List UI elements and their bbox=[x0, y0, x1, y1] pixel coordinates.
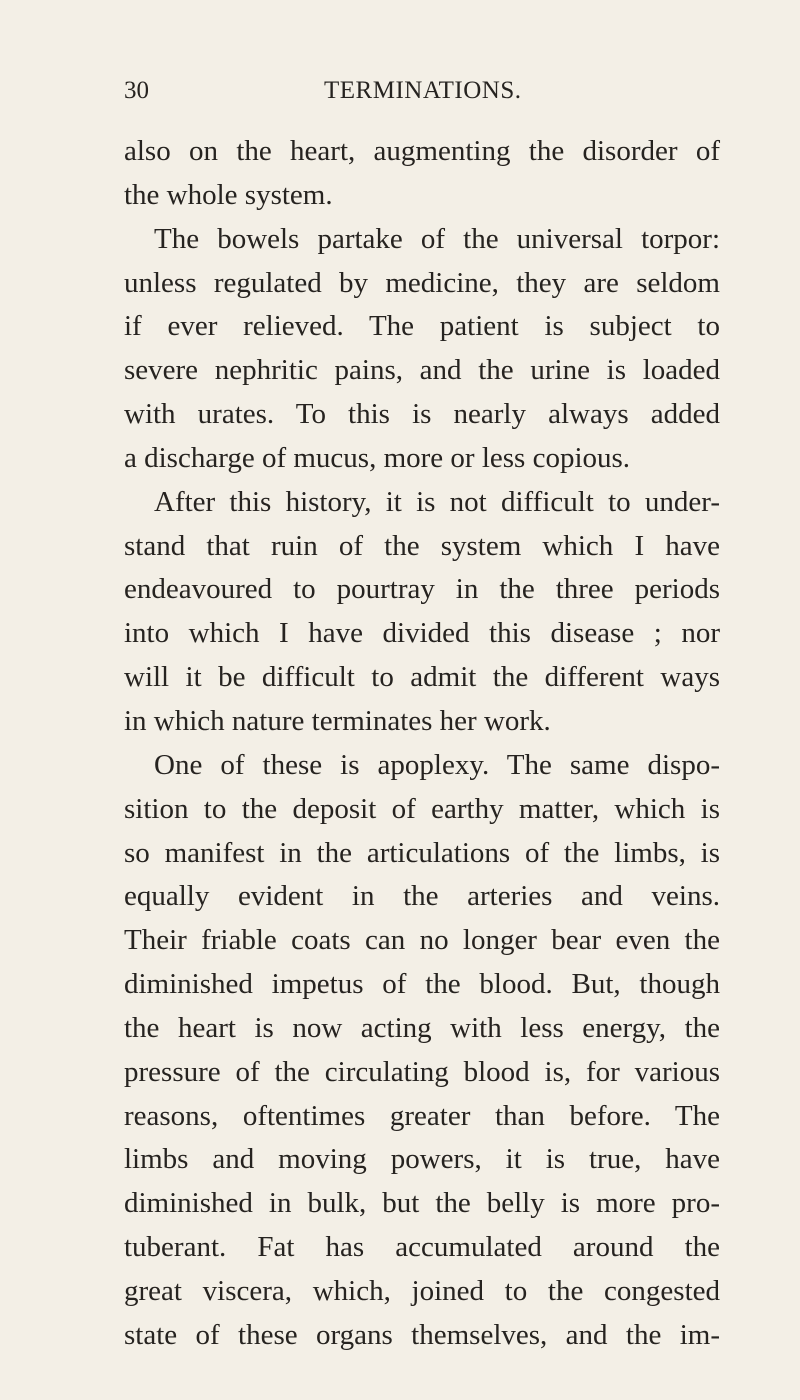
text-line: into which I have divided this disease ; nor bbox=[124, 617, 720, 650]
text-line: if ever relieved. The patient is subject to bbox=[124, 310, 720, 343]
text-line: also on the heart, augmenting the disorder of bbox=[124, 135, 720, 167]
text-line: unless regulated by medicine, they are seldom bbox=[124, 266, 720, 299]
text-line: Their friable coats can no longer bear even the bbox=[124, 924, 720, 957]
text-line: equally evident in the arteries and veins. bbox=[124, 880, 720, 913]
text-line: sition to the deposit of earthy matter, which is bbox=[124, 792, 720, 825]
page-number: 30 bbox=[124, 77, 149, 104]
text-line: diminished impetus of the blood. But, though bbox=[124, 968, 720, 1001]
text-line: the heart is now acting with less energy, the bbox=[124, 1011, 720, 1044]
text-line: tuberant. Fat has accumulated around the bbox=[124, 1231, 720, 1264]
text-line: pressure of the circulating blood is, for various bbox=[124, 1055, 720, 1088]
text-line: great viscera, which, joined to the congested bbox=[124, 1274, 720, 1307]
text-line: in which nature terminates her work. bbox=[124, 704, 551, 737]
text-line: will it be difficult to admit the different ways bbox=[124, 661, 720, 694]
text-line: so manifest in the articulations of the limbs, is bbox=[124, 836, 720, 869]
text-line: reasons, oftentimes greater than before. The bbox=[124, 1099, 720, 1132]
text-line: a discharge of mucus, more or less copious. bbox=[124, 441, 631, 474]
text-line: severe nephritic pains, and the urine is loaded bbox=[124, 354, 720, 387]
body-text bbox=[124, 130, 720, 1358]
text-line: the whole system. bbox=[124, 178, 333, 211]
text-line: limbs and moving powers, it is true, have bbox=[124, 1143, 720, 1176]
text-line: After this history, it is not difficult to under- bbox=[154, 485, 720, 518]
running-head bbox=[124, 76, 722, 106]
text-line: with urates. To this is nearly always added bbox=[124, 398, 720, 431]
running-title: TERMINATIONS. bbox=[324, 77, 522, 104]
text-line: One of these is apoplexy. The same dispo- bbox=[154, 748, 720, 781]
text-line: state of these organs themselves, and the im- bbox=[124, 1318, 720, 1351]
text-line: endeavoured to pourtray in the three periods bbox=[124, 573, 720, 606]
text-line: The bowels partake of the universal torpor: bbox=[154, 222, 720, 255]
text-line: diminished in bulk, but the belly is more pro- bbox=[124, 1187, 720, 1220]
text-line: stand that ruin of the system which I have bbox=[124, 529, 720, 562]
